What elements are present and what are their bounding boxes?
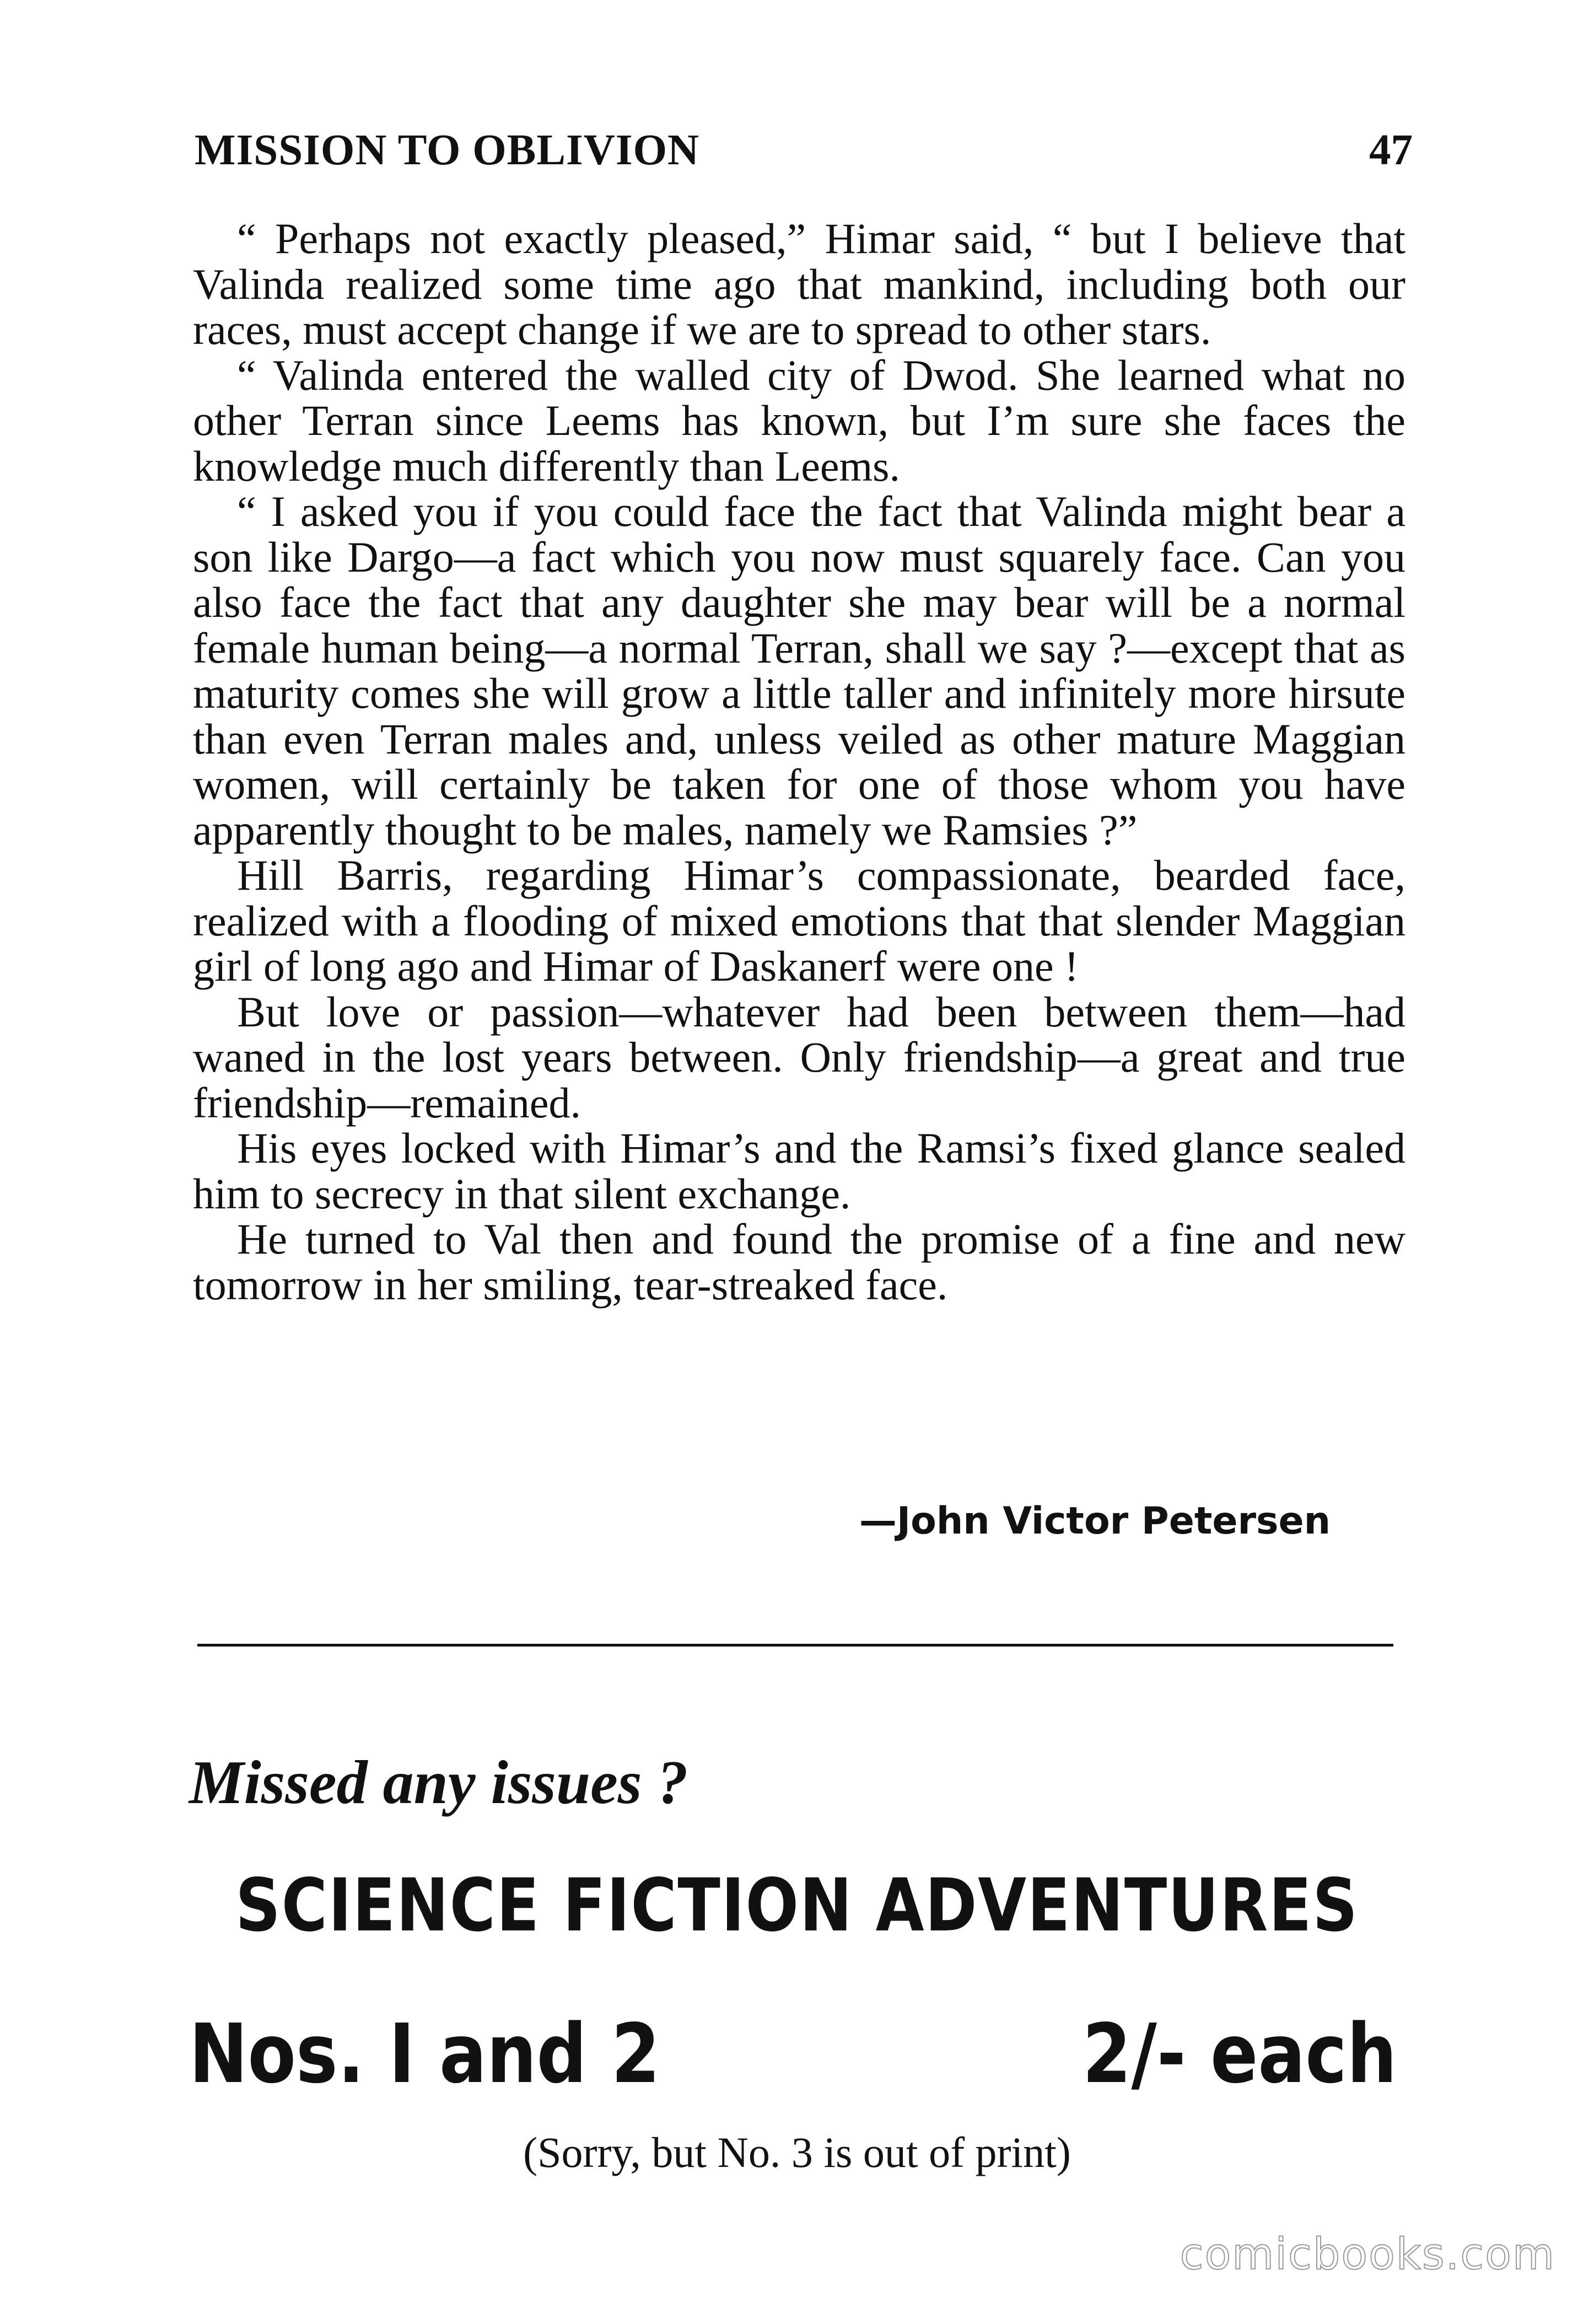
paragraph-6: His eyes locked with Himar’s and the Ramsi’s fixed glance sealed him to secrecy in that silent exchange. [193, 1124, 1405, 1218]
story-text [193, 216, 1405, 1308]
paragraph-3: “ I asked you if you could face the fact that Valinda might bear a son like Dargo—a fact which you now must squarely face. Can you also face the fact that any daughter she may bear will be a normal female human being—a normal Terran, shall we say ?—except that as maturity comes she will grow a little taller and infinitely more hirsute than even Terran males and, unless veiled as other mature Maggian women, will certainly be taken for one of those whom you have apparently thought to be males, namely we Ramsies ?” [193, 487, 1405, 854]
paragraph-7: He turned to Val then and found the promise of a fine and new tomorrow in her smiling, tear-streaked face. [193, 1215, 1405, 1309]
watermark: comicbooks.com [1180, 2230, 1555, 2279]
paragraph-5: But love or passion—whatever had been between them—had waned in the lost years between. Only friendship—a great and true friendship—remained. [193, 987, 1405, 1127]
running-title: MISSION TO OBLIVION [195, 126, 700, 174]
paragraph-2: “ Valinda entered the walled city of Dwod. She learned what no other Terran since Leems has known, but I’m sure she faces the knowledge much differently than Leems. [193, 351, 1405, 490]
page-number: 47 [1369, 126, 1413, 174]
author-byline: —John Victor Petersen [859, 1499, 1331, 1543]
ad-note: (Sorry, but No. 3 is out of print) [523, 2128, 1071, 2176]
ad-question: Missed any issues ? [189, 1749, 688, 1817]
section-divider [197, 1644, 1393, 1647]
page-header [195, 126, 1413, 186]
paragraph-1: “ Perhaps not exactly pleased,” Himar said, “ but I believe that Valinda realized some time ago that mankind, including both our races, must accept change if we are to spread to other stars. [193, 214, 1405, 353]
ad-issues: Nos. I and 2 [189, 2006, 660, 2101]
ad-title: SCIENCE FICTION ADVENTURES [235, 1863, 1359, 1948]
paragraph-4: Hill Barris, regarding Himar’s compassionate, bearded face, realized with a flooding of mixed emotions that that slender Maggian girl of long ago and Himar of Daskanerf were one ! [193, 851, 1405, 990]
ad-price: 2/- each [1082, 2006, 1397, 2101]
